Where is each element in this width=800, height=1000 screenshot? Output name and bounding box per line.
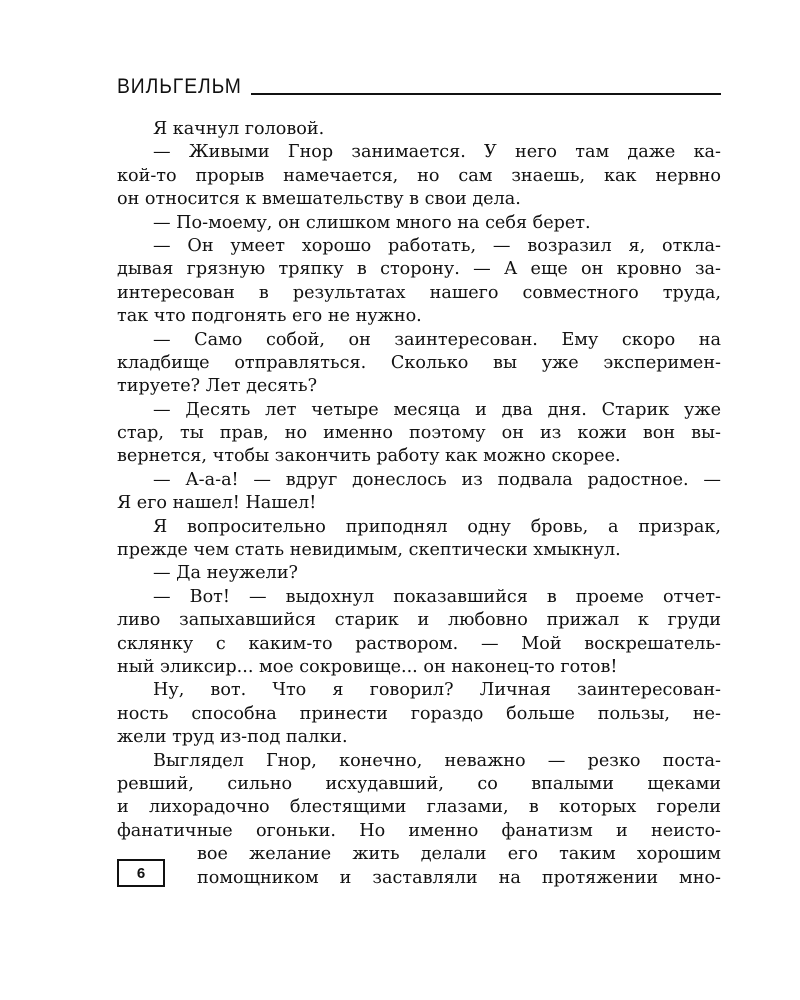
text-line: интересован в результатах нашего совместного труда, xyxy=(117,282,721,303)
text-line: склянку с каким-то раствором. — Мой воскрешатель- xyxy=(117,633,721,654)
text-line: — Десять лет четыре месяца и два дня. Старик уже xyxy=(153,399,721,420)
text-line: Я качнул головой. xyxy=(153,119,325,139)
text-line: — Живыми Гнор занимается. У него там даже ка- xyxy=(153,142,721,163)
text-line: Я его нашел! Нашел! xyxy=(117,493,317,514)
text-line: вернется, чтобы закончить работу как можно скорее. xyxy=(117,446,621,467)
text-line: и лихорадочно блестящими глазами, в которых горели xyxy=(117,797,721,818)
text-line: — Да неужели? xyxy=(153,563,298,584)
text-line: кладбище отправляться. Сколько вы уже эксперимен- xyxy=(117,352,721,373)
text-line: Выглядел Гнор, конечно, неважно — резко поста- xyxy=(153,750,721,771)
header-rule xyxy=(251,93,721,95)
header-title: ВИЛЬГЕЛЬМ xyxy=(117,75,242,98)
text-line: стар, ты прав, но именно поэтому он из кожи вон вы- xyxy=(117,423,721,444)
text-line: — Само собой, он заинтересован. Ему скоро на xyxy=(153,329,721,350)
text-line: фанатичные огоньки. Но именно фанатизм и неисто- xyxy=(117,820,721,841)
page-number: 6 xyxy=(117,859,165,887)
text-line: помощником и заставляли на протяжении мно- xyxy=(197,867,721,888)
text-line: жели труд из-под палки. xyxy=(117,727,348,748)
text-line: ливо запыхавшийся старик и любовно прижал к груди xyxy=(117,610,721,631)
text-line: — А-а-а! — вдруг донеслось из подвала радостное. — xyxy=(153,469,721,490)
text-line: так что подгонять его не нужно. xyxy=(117,306,422,327)
text-line: ревший, сильно исхудавший, со впалыми щеками xyxy=(117,773,721,794)
body-text xyxy=(117,118,721,890)
text-line: — Он умеет хорошо работать, — возразил я, откла- xyxy=(153,235,721,256)
text-line: Я вопросительно приподнял одну бровь, а призрак, xyxy=(153,516,721,537)
text-line: ность способна принести гораздо больше пользы, не- xyxy=(117,703,721,724)
text-line: — По-моему, он слишком много на себя берет. xyxy=(153,212,591,233)
text-line: — Вот! — выдохнул показавшийся в проеме отчет- xyxy=(153,586,721,607)
text-line: прежде чем стать невидимым, скептически хмыкнул. xyxy=(117,540,621,561)
text-line: дывая грязную тряпку в сторону. — А еще он кровно за- xyxy=(117,259,721,280)
text-line: ный эликсир... мое сокровище... он наконец-то готов! xyxy=(117,656,618,677)
running-header xyxy=(117,74,721,98)
text-line: тируете? Лет десять? xyxy=(117,376,318,397)
text-line: вое желание жить делали его таким хорошим xyxy=(197,844,721,865)
text-line: кой-то прорыв намечается, но сам знаешь, как нервно xyxy=(117,165,721,186)
text-line: Ну, вот. Что я говорил? Личная заинтересован- xyxy=(153,680,721,701)
text-line: он относится к вмешательству в свои дела. xyxy=(117,189,521,210)
